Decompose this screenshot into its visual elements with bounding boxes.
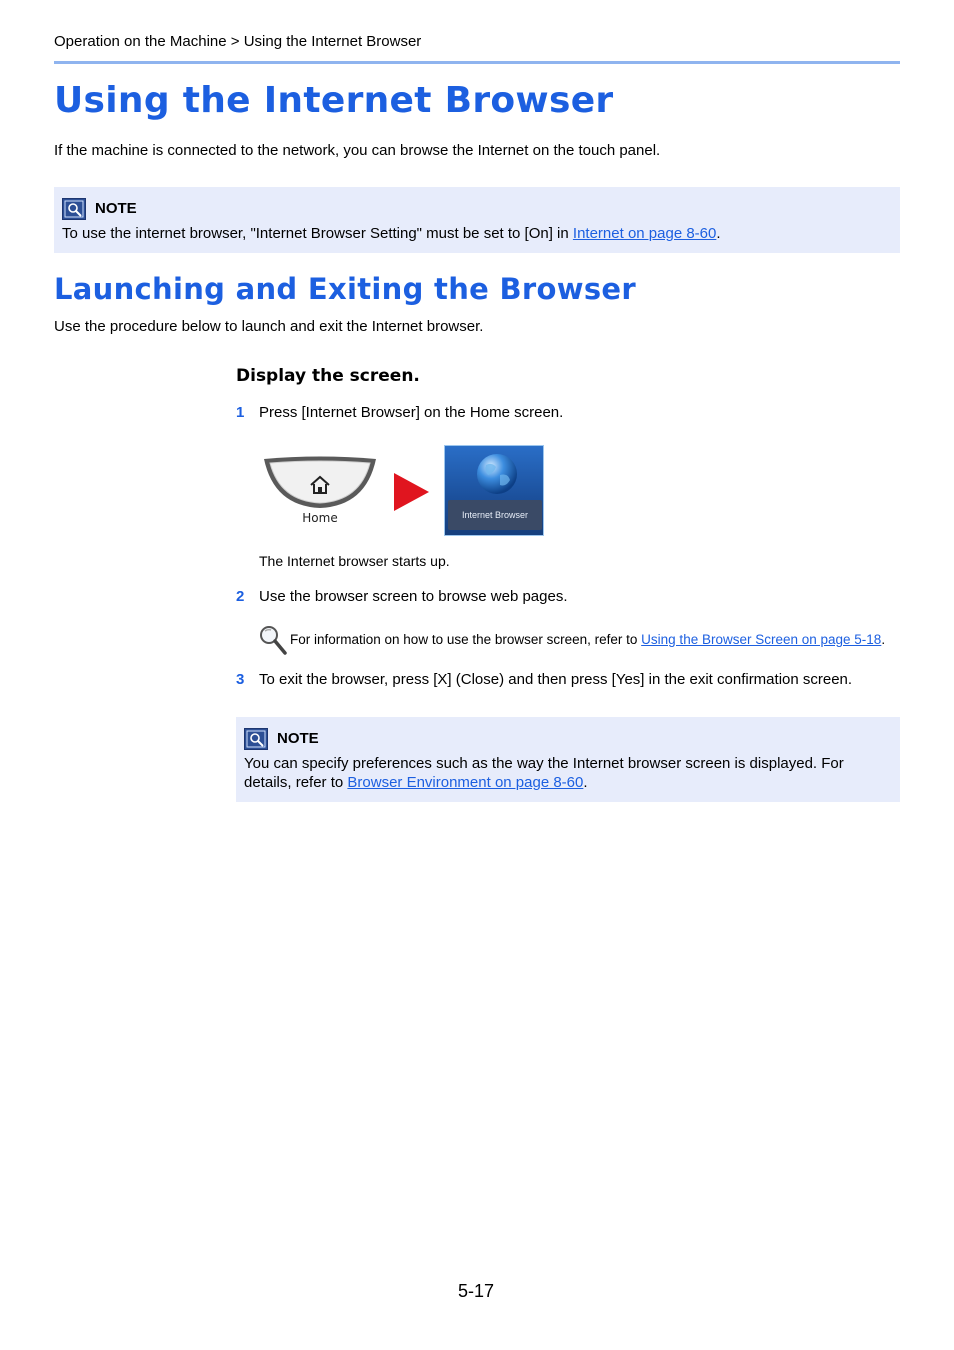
home-key-label: Home [302, 511, 338, 525]
reference-text-before: For information on how to use the browser screen, refer to [290, 632, 642, 647]
internet-browser-tile-label: Internet Browser [448, 500, 542, 530]
page-title: Using the Internet Browser [54, 80, 614, 121]
note-text-after: . [716, 225, 721, 242]
note-text-before: details, refer to [244, 774, 348, 791]
step-text: Press [Internet Browser] on the Home screen. [259, 404, 564, 421]
note-text [62, 225, 721, 242]
internet-settings-link[interactable]: Internet on page 8-60 [572, 225, 717, 242]
step1-result: The Internet browser starts up. [259, 553, 450, 569]
magnifier-icon [258, 624, 288, 656]
note-box [54, 187, 900, 253]
breadcrumb: Operation on the Machine > Using the Internet Browser [54, 33, 422, 50]
note-text-after: . [583, 774, 588, 791]
reference-text-after: . [881, 632, 886, 647]
home-icon [309, 474, 331, 496]
note-label: NOTE [277, 730, 319, 747]
browser-screen-link[interactable]: Using the Browser Screen on page 5-18 [641, 632, 882, 647]
section-intro: Use the procedure below to launch and exit the Internet browser. [54, 318, 484, 335]
procedure-subheading: Display the screen. [236, 366, 420, 386]
section-title: Launching and Exiting the Browser [54, 272, 636, 306]
note-box [236, 717, 900, 802]
play-arrow-icon [394, 473, 430, 511]
page-number: 5-17 [458, 1281, 495, 1301]
note-icon [244, 728, 268, 750]
internet-browser-tile [444, 445, 544, 536]
reference-text [290, 632, 885, 647]
step-number: 1 [236, 404, 245, 421]
step-text: To exit the browser, press [X] (Close) and then press [Yes] in the exit confirmation screen. [259, 671, 853, 688]
step-number: 2 [236, 588, 245, 605]
globe-icon [476, 453, 518, 495]
note-text-line2 [244, 774, 588, 791]
note-text-line1: You can specify preferences such as the way the Internet browser screen is displayed. For [244, 755, 844, 772]
header-divider [54, 61, 900, 64]
home-key [262, 456, 378, 528]
step-number: 3 [236, 671, 245, 688]
intro-text: If the machine is connected to the network, you can browse the Internet on the touch panel. [54, 142, 661, 159]
note-label: NOTE [95, 200, 137, 217]
note-text-before: To use the internet browser, "Internet Browser Setting" must be set to [On] in [62, 225, 573, 242]
step-text: Use the browser screen to browse web pages. [259, 588, 568, 605]
note-icon [62, 198, 86, 220]
browser-environment-link[interactable]: Browser Environment on page 8-60 [347, 774, 584, 791]
